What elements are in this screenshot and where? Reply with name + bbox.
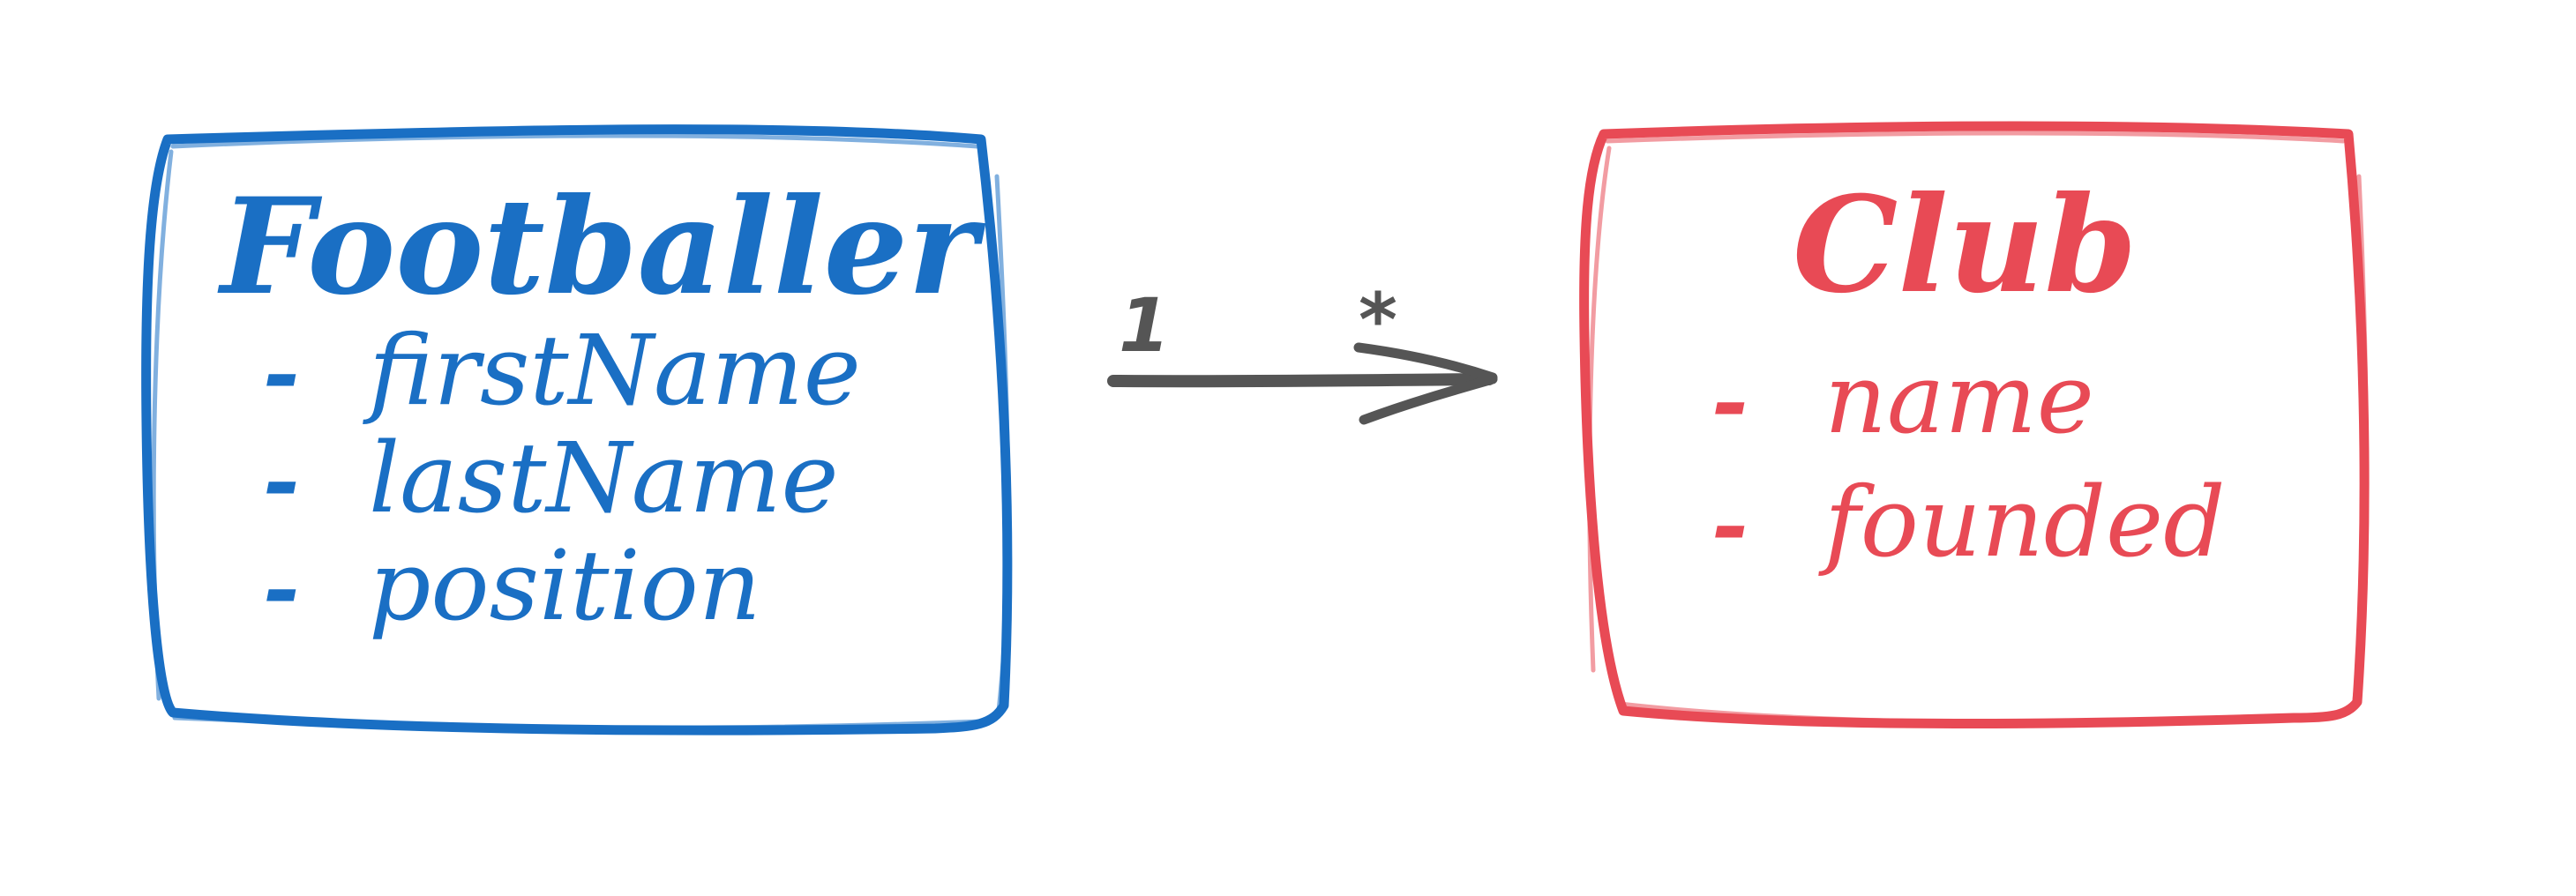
club-attr-name: name <box>1824 342 2094 455</box>
association-arrow[interactable] <box>1113 277 1493 420</box>
footballer-attr-dash: - <box>263 321 300 425</box>
footballer-class[interactable] <box>146 130 1008 730</box>
club-title: Club <box>1793 168 2138 323</box>
footballer-attr-lastName: lastName <box>369 422 839 534</box>
target-multiplicity: * <box>1359 277 1397 363</box>
footballer-title: Footballer <box>221 169 978 325</box>
footballer-attr-position: position <box>369 529 761 642</box>
arrow-line <box>1113 379 1489 381</box>
club-class[interactable] <box>1584 126 2367 724</box>
club-attr-founded: founded <box>1824 466 2226 579</box>
footballer-attr-dash: - <box>263 429 300 533</box>
source-multiplicity: 1 <box>1119 282 1171 369</box>
club-attr-dash: - <box>1711 349 1749 453</box>
club-attr-dash: - <box>1711 473 1749 577</box>
footballer-attr-dash: - <box>263 536 300 640</box>
footballer-attr-firstName: firstName <box>369 314 861 427</box>
